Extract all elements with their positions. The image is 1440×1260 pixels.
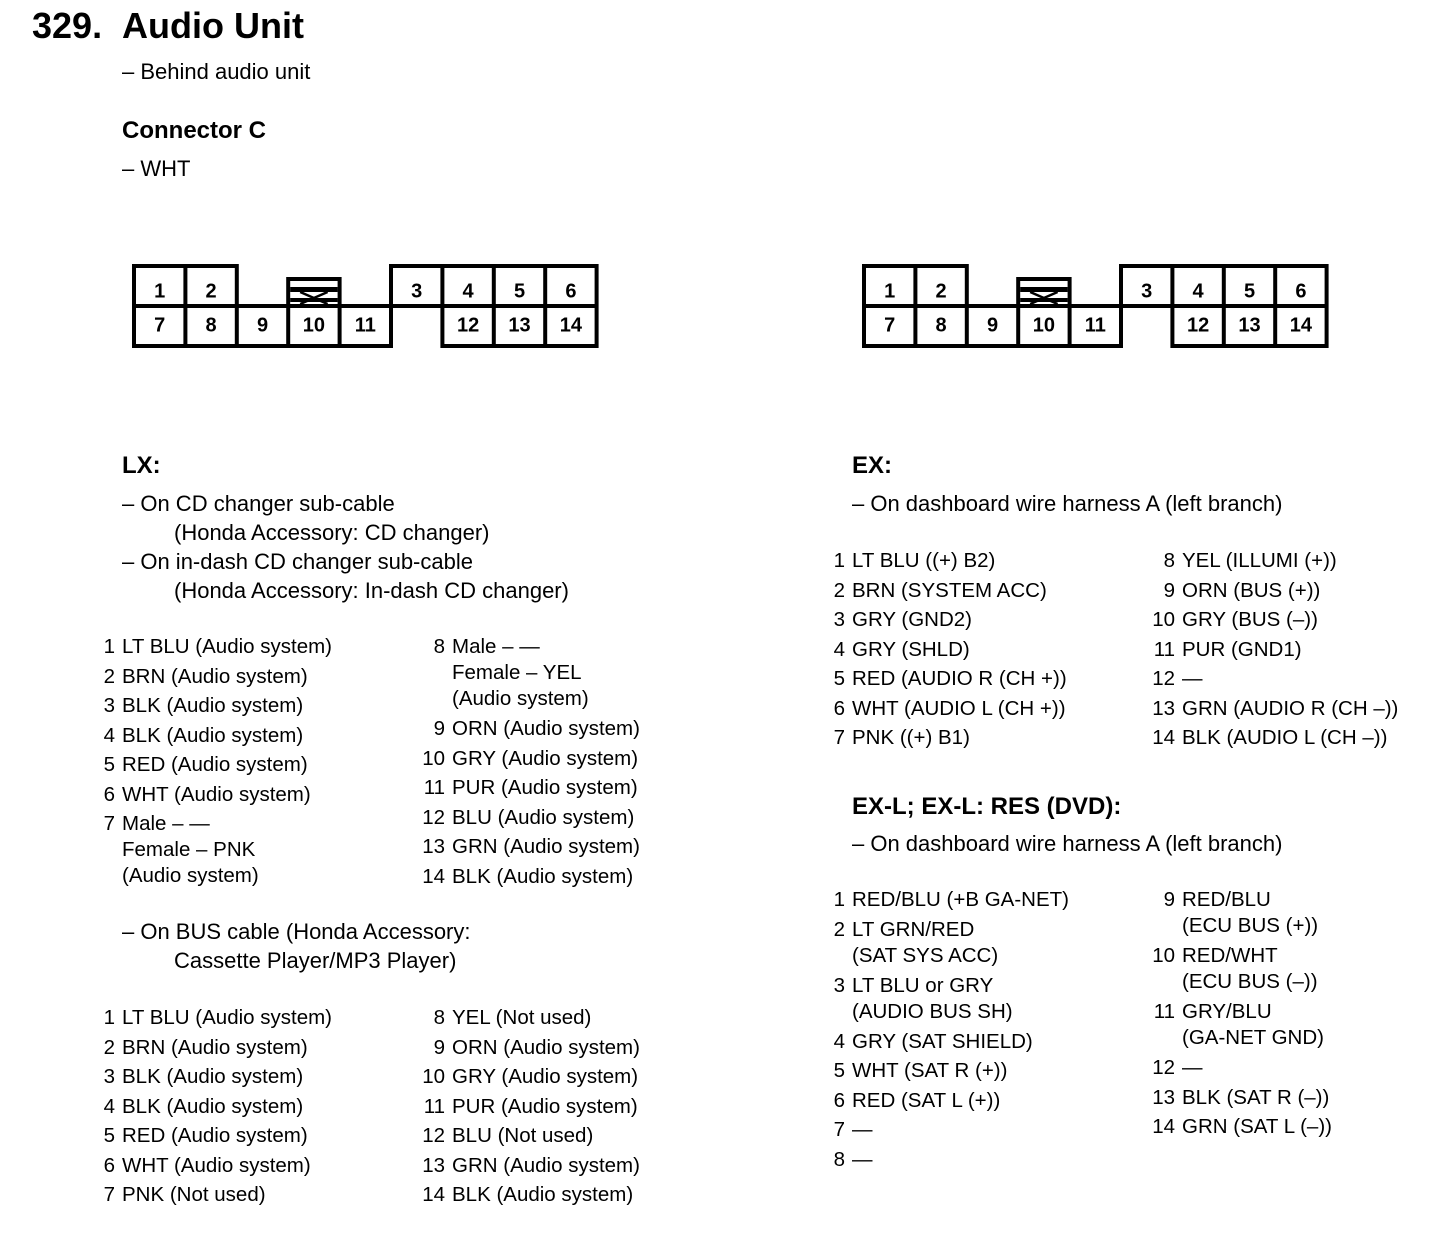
pin-entry <box>88 1180 332 1210</box>
pin-description: RED/BLU (ECU BUS (+)) <box>1182 888 1319 937</box>
pin-entry <box>1148 941 1332 997</box>
pin-entry <box>1148 694 1398 724</box>
pin-number: 14 <box>1152 726 1175 749</box>
pin-description: GRY (Audio system) <box>452 746 639 770</box>
pin-description: PUR (Audio system) <box>452 776 638 799</box>
ex-pin-list-right <box>1148 546 1398 753</box>
pin-entry <box>88 809 332 891</box>
pin-entry <box>818 885 1069 915</box>
pin-number: 12 <box>422 805 445 829</box>
pin-entry <box>418 1151 640 1181</box>
pin-number: 12 <box>422 1124 445 1147</box>
connector-diagram-right <box>860 262 1332 354</box>
lx-note: – On in-dash CD changer sub-cable <box>122 549 473 574</box>
pin-label: 9 <box>256 314 269 337</box>
pin-entry <box>1148 1112 1332 1142</box>
pin-number: 7 <box>833 726 845 749</box>
pin-description: BLK (Audio system) <box>452 864 634 888</box>
pin-description: RED (Audio system) <box>122 753 308 776</box>
pin-entry <box>818 1145 1069 1175</box>
pin-description: YEL (Not used) <box>452 1006 592 1029</box>
exl-note: – On dashboard wire harness A (left branch) <box>852 831 1283 856</box>
pin-description: RED (AUDIO R (CH +)) <box>852 667 1067 690</box>
pin-entry <box>1148 546 1398 576</box>
pin-entry <box>818 1027 1069 1057</box>
pin-entry <box>1148 723 1398 753</box>
pin-description: GRN (Audio system) <box>452 835 640 858</box>
lx-heading: LX: <box>122 452 161 479</box>
pin-entry <box>418 714 640 744</box>
pin-label: 11 <box>354 314 376 337</box>
pin-entry <box>818 635 1067 665</box>
pin-number: 2 <box>103 1035 115 1059</box>
pin-number: 2 <box>833 917 845 941</box>
pin-description: GRY (Audio system) <box>452 1065 639 1088</box>
pin-description: BLK (Audio system) <box>122 694 304 717</box>
pin-number: 14 <box>422 1183 445 1206</box>
location-note: – Behind audio unit <box>122 59 311 84</box>
pin-description: YEL (ILLUMI (+)) <box>1182 549 1337 572</box>
pin-description: BLU (Audio system) <box>452 805 635 829</box>
pin-entry <box>88 1003 332 1033</box>
pin-description: WHT (Audio system) <box>122 1153 311 1177</box>
pin-description: BLK (Audio system) <box>122 723 304 747</box>
ex-pin-list-left <box>818 546 1067 753</box>
pin-description: ORN (Audio system) <box>452 717 640 740</box>
pin-label: 1 <box>154 280 166 303</box>
pin-number: 8 <box>433 635 445 658</box>
pin-number: 2 <box>103 664 115 688</box>
pin-entry <box>88 1151 332 1181</box>
pin-description: GRN (SAT L (–)) <box>1182 1115 1332 1138</box>
pin-description: LT BLU ((+) B2) <box>852 549 996 572</box>
pin-number: 8 <box>833 1147 845 1171</box>
pin-entry <box>88 721 332 751</box>
pin-number: 1 <box>833 549 845 572</box>
pin-entry <box>1148 664 1398 694</box>
pin-description: GRN (AUDIO R (CH –)) <box>1182 696 1399 720</box>
exl-pin-list-right <box>1148 885 1332 1142</box>
pin-description: ORN (Audio system) <box>452 1035 640 1059</box>
pin-number: 1 <box>103 635 115 658</box>
lx-note: (Honda Accessory: In-dash CD changer) <box>174 578 569 603</box>
pin-description: BLK (SAT R (–)) <box>1182 1085 1330 1109</box>
pin-description: RED (SAT L (+)) <box>852 1088 1001 1112</box>
pin-label: 12 <box>1186 314 1210 337</box>
pin-description: PNK (Not used) <box>122 1183 266 1206</box>
pin-entry <box>1148 1053 1332 1083</box>
pin-number: 13 <box>422 835 445 858</box>
ex-note: – On dashboard wire harness A (left branch) <box>852 491 1283 516</box>
lx-bus-notes <box>122 917 471 975</box>
pin-number: 5 <box>103 753 115 776</box>
pin-description: BLU (Not used) <box>452 1124 594 1147</box>
pin-label: 7 <box>154 314 166 337</box>
pin-number: 3 <box>103 1065 115 1088</box>
pin-description: GRY (BUS (–)) <box>1182 608 1318 631</box>
pin-entry <box>818 605 1067 635</box>
pin-entry <box>88 662 332 692</box>
pin-number: 3 <box>833 973 845 997</box>
pin-entry <box>818 1086 1069 1116</box>
pin-description: — <box>852 1147 873 1171</box>
pin-number: 8 <box>433 1006 445 1029</box>
pin-number: 6 <box>103 1153 115 1177</box>
pin-description: PUR (GND1) <box>1182 637 1302 661</box>
pin-number: 12 <box>1152 1056 1175 1079</box>
pin-description: GRY (GND2) <box>852 608 972 631</box>
pin-description: BLK (Audio system) <box>122 1094 304 1118</box>
connector-diagram-left <box>130 262 602 354</box>
pin-number: 9 <box>1163 888 1175 911</box>
pin-description: GRN (Audio system) <box>452 1153 640 1177</box>
pin-entry <box>818 723 1067 753</box>
pin-entry <box>88 632 332 662</box>
pin-description: Male – — Female – PNK (Audio system) <box>122 812 259 887</box>
pin-entry <box>418 1121 640 1151</box>
pin-label: 9 <box>986 314 999 337</box>
pin-number: 4 <box>103 1094 115 1118</box>
pin-description: PUR (Audio system) <box>452 1094 638 1118</box>
pin-description: ORN (BUS (+)) <box>1182 578 1321 602</box>
pin-description: RED/BLU (+B GA-NET) <box>852 888 1069 911</box>
pin-label: 10 <box>302 314 326 337</box>
pin-description: BLK (AUDIO L (CH –)) <box>1182 726 1388 749</box>
pin-description: PNK ((+) B1) <box>852 726 970 749</box>
pin-number: 6 <box>833 696 845 720</box>
pin-entry <box>1148 576 1398 606</box>
pin-number: 5 <box>103 1124 115 1147</box>
pin-entry <box>418 1033 640 1063</box>
pin-entry <box>1148 635 1398 665</box>
pin-number: 10 <box>422 746 445 770</box>
pin-entry <box>88 780 332 810</box>
pin-number: 14 <box>1152 1115 1175 1138</box>
pin-label: 3 <box>1141 280 1153 303</box>
locking-tab <box>288 279 339 306</box>
pin-description: LT GRN/RED (SAT SYS ACC) <box>852 917 999 967</box>
pin-label: 14 <box>559 314 583 337</box>
pin-number: 10 <box>1152 608 1175 631</box>
pin-description: — <box>1182 667 1203 690</box>
pin-number: 10 <box>1152 944 1175 967</box>
pin-description: GRY (SAT SHIELD) <box>852 1029 1033 1053</box>
pin-description: RED (Audio system) <box>122 1124 308 1147</box>
lx-bus-note: Cassette Player/MP3 Player) <box>174 948 457 973</box>
pin-number: 11 <box>423 776 445 799</box>
pin-label: 3 <box>411 280 423 303</box>
pin-number: 11 <box>1153 637 1175 661</box>
pin-entry <box>1148 1083 1332 1113</box>
pin-description: BRN (Audio system) <box>122 1035 308 1059</box>
pin-number: 6 <box>103 782 115 806</box>
pin-number: 3 <box>833 608 845 631</box>
pin-entry <box>818 576 1067 606</box>
pin-description: GRY (SHLD) <box>852 637 970 661</box>
pin-entry <box>88 1033 332 1063</box>
pin-entry <box>88 691 332 721</box>
pin-description: WHT (AUDIO L (CH +)) <box>852 696 1066 720</box>
pin-number: 4 <box>103 723 115 747</box>
pin-number: 1 <box>833 888 845 911</box>
pin-entry <box>418 1003 640 1033</box>
pin-description: Male – — Female – YEL (Audio system) <box>452 635 589 710</box>
pin-description: WHT (SAT R (+)) <box>852 1059 1008 1082</box>
lx-pin-list-left <box>88 632 332 891</box>
lx-bus-note: – On BUS cable (Honda Accessory: <box>122 919 471 944</box>
pin-label: 4 <box>1192 280 1204 303</box>
pin-description: WHT (Audio system) <box>122 782 311 806</box>
pin-number: 4 <box>833 1029 845 1053</box>
pin-entry <box>818 1115 1069 1145</box>
pin-entry <box>418 744 640 774</box>
pin-label: 13 <box>1238 314 1261 337</box>
pin-label: 5 <box>1243 280 1256 303</box>
pin-description: — <box>852 1118 873 1141</box>
pin-label: 2 <box>935 280 947 303</box>
pin-entry <box>1148 605 1398 635</box>
pin-label: 5 <box>513 280 526 303</box>
pin-label: 7 <box>884 314 896 337</box>
pin-entry <box>418 832 640 862</box>
ex-heading: EX: <box>852 452 893 479</box>
pin-entry <box>1148 885 1332 941</box>
pin-description: GRY/BLU (GA-NET GND) <box>1182 1000 1324 1049</box>
pin-number: 14 <box>422 864 445 888</box>
pin-number: 8 <box>1163 549 1175 572</box>
pin-label: 8 <box>935 314 947 337</box>
page-title: Audio Unit <box>122 5 304 46</box>
page-number: 329. <box>32 5 103 46</box>
pin-label: 12 <box>456 314 480 337</box>
lx-bus-pin-list-right <box>418 1003 640 1210</box>
pin-entry <box>418 632 640 714</box>
pin-description: LT BLU or GRY (AUDIO BUS SH) <box>852 973 1013 1023</box>
pin-description: RED/WHT (ECU BUS (–)) <box>1182 944 1318 993</box>
exl-heading: EX-L; EX-L: RES (DVD): <box>852 793 1122 820</box>
lx-note: (Honda Accessory: CD changer) <box>174 520 490 545</box>
pin-entry <box>418 862 640 892</box>
pin-description: — <box>1182 1056 1203 1079</box>
connector-color: – WHT <box>122 156 191 181</box>
pin-entry <box>418 1092 640 1122</box>
pin-number: 1 <box>103 1006 115 1029</box>
pin-entry <box>818 1056 1069 1086</box>
pin-number: 7 <box>103 812 115 835</box>
pin-label: 6 <box>565 280 577 303</box>
pin-entry <box>818 694 1067 724</box>
pin-label: 8 <box>205 314 217 337</box>
pin-number: 2 <box>833 578 845 602</box>
pin-description: LT BLU (Audio system) <box>122 635 333 658</box>
pin-entry <box>818 971 1069 1027</box>
connector-name: Connector C <box>122 117 266 144</box>
pin-label: 4 <box>462 280 474 303</box>
pin-description: LT BLU (Audio system) <box>122 1006 333 1029</box>
lx-note: – On CD changer sub-cable <box>122 491 395 516</box>
pin-number: 3 <box>103 694 115 717</box>
pin-number: 12 <box>1152 667 1175 690</box>
pin-label: 6 <box>1295 280 1307 303</box>
pin-number: 5 <box>833 1059 845 1082</box>
pin-number: 4 <box>833 637 845 661</box>
pin-number: 6 <box>833 1088 845 1112</box>
lx-pin-list-right <box>418 632 640 891</box>
pin-description: BRN (SYSTEM ACC) <box>852 578 1047 602</box>
pin-entry <box>818 915 1069 971</box>
pin-entry <box>88 1062 332 1092</box>
pin-entry <box>88 1121 332 1151</box>
pin-number: 13 <box>1152 696 1175 720</box>
pin-entry <box>418 803 640 833</box>
locking-tab <box>1018 279 1069 306</box>
lx-bus-pin-list-left <box>88 1003 332 1210</box>
pin-number: 9 <box>433 1035 445 1059</box>
exl-pin-list-left <box>818 885 1069 1174</box>
pin-entry <box>88 750 332 780</box>
lx-notes <box>122 489 569 605</box>
pin-entry <box>418 773 640 803</box>
pin-label: 13 <box>508 314 531 337</box>
pin-label: 2 <box>205 280 217 303</box>
pin-number: 11 <box>423 1094 445 1118</box>
pin-description: BRN (Audio system) <box>122 664 308 688</box>
pin-description: BLK (Audio system) <box>452 1183 634 1206</box>
pin-label: 11 <box>1084 314 1106 337</box>
pin-entry <box>418 1062 640 1092</box>
pin-number: 7 <box>103 1183 115 1206</box>
pin-entry <box>818 546 1067 576</box>
pin-description: BLK (Audio system) <box>122 1065 304 1088</box>
pin-label: 1 <box>884 280 896 303</box>
pin-number: 9 <box>1163 578 1175 602</box>
pin-number: 10 <box>422 1065 445 1088</box>
pin-entry <box>88 1092 332 1122</box>
pin-entry <box>418 1180 640 1210</box>
pin-number: 7 <box>833 1118 845 1141</box>
pin-number: 9 <box>433 717 445 740</box>
pin-number: 11 <box>1153 1000 1175 1023</box>
pin-number: 5 <box>833 667 845 690</box>
pin-number: 13 <box>422 1153 445 1177</box>
pin-entry <box>1148 997 1332 1053</box>
pin-label: 14 <box>1289 314 1313 337</box>
pin-entry <box>818 664 1067 694</box>
pin-label: 10 <box>1032 314 1056 337</box>
pin-number: 13 <box>1152 1085 1175 1109</box>
